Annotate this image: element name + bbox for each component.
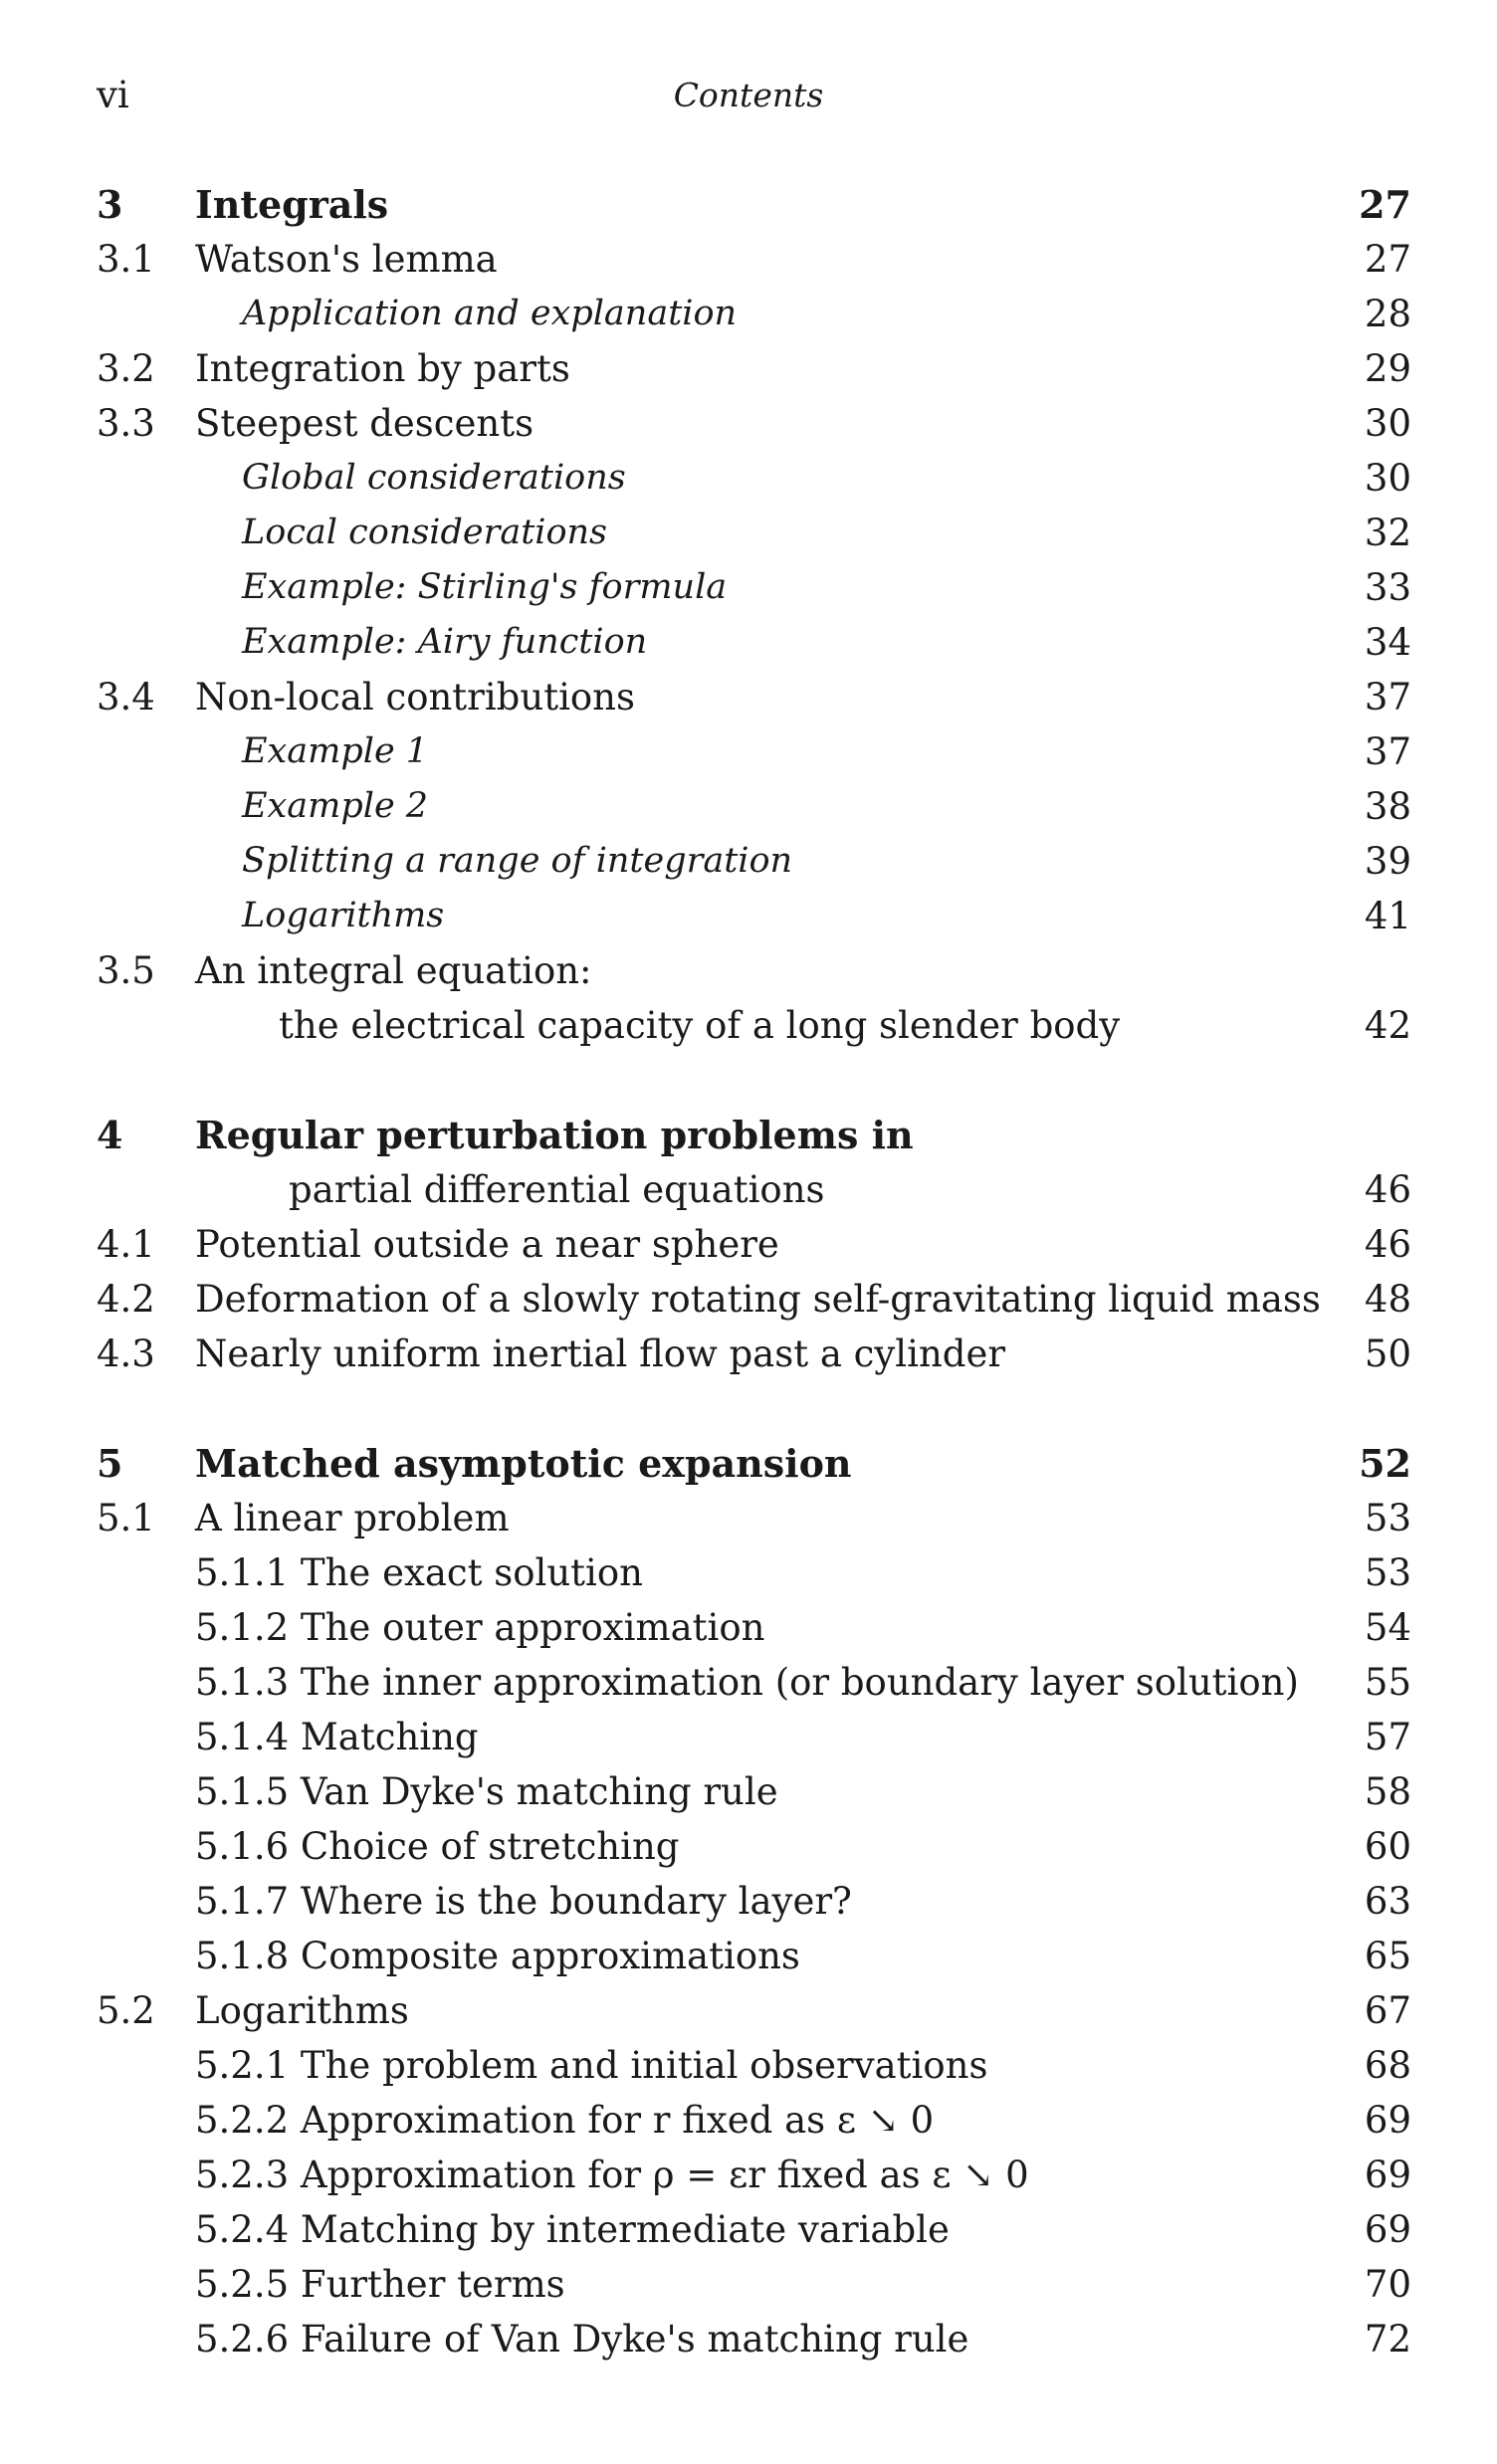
toc-entry-page: 27 (1364, 238, 1411, 281)
toc-entry-page: 54 (1364, 1606, 1411, 1649)
toc-entry[interactable] (0, 287, 1497, 341)
toc-entry-title: Example: Airy function (242, 622, 648, 662)
toc-entry-title: 5.2.4 Matching by intermediate variable (195, 2208, 950, 2251)
toc-entry-page: 37 (1364, 730, 1411, 773)
toc-entry-number: 3 (97, 182, 123, 227)
section-gap (0, 1053, 1497, 1108)
toc-entry-title: Global considerations (242, 458, 626, 498)
toc-entry-page: 48 (1364, 1278, 1411, 1321)
toc-entry-title: 5.1.8 Composite approximations (195, 1935, 800, 1977)
toc-entry[interactable] (0, 2312, 1497, 2366)
toc-entry[interactable] (0, 232, 1497, 287)
toc-chapter-entry[interactable] (0, 1108, 1497, 1162)
toc-entry-page: 39 (1364, 840, 1411, 883)
toc-entry-number: 5.2 (97, 1989, 155, 2032)
toc-entry[interactable] (0, 2038, 1497, 2093)
toc-entry[interactable] (0, 1983, 1497, 2038)
toc-entry-page: 55 (1364, 1661, 1411, 1704)
toc-chapter-entry[interactable] (0, 1436, 1497, 1491)
toc-entry-page: 27 (1359, 182, 1411, 227)
toc-chapter-entry[interactable] (0, 177, 1497, 232)
toc-entry-title: 5.1.1 The exact solution (195, 1551, 643, 1594)
toc-entry[interactable] (0, 2148, 1497, 2202)
toc-entry-page: 28 (1364, 293, 1411, 335)
toc-entry-page: 72 (1364, 2318, 1411, 2361)
toc-entry-page: 70 (1364, 2263, 1411, 2306)
running-head (0, 74, 1497, 123)
toc-entry-title: Example: Stirling's formula (242, 567, 728, 607)
toc-entry-title: 5.1.3 The inner approximation (or boundary layer solution) (195, 1661, 1299, 1704)
toc-entry-title: Example 1 (242, 731, 429, 771)
toc-entry[interactable] (0, 506, 1497, 560)
toc-entry-page: 33 (1364, 566, 1411, 609)
page-number: vi (97, 74, 129, 116)
toc-entry[interactable] (0, 670, 1497, 724)
toc-entry-title: A linear problem (195, 1497, 510, 1540)
toc-entry-title: Watson's lemma (195, 238, 498, 281)
toc-entry[interactable] (0, 2093, 1497, 2148)
toc-entry-title: Splitting a range of integration (242, 841, 793, 881)
toc-entry[interactable] (0, 834, 1497, 889)
toc-entry-number: 3.1 (97, 238, 155, 281)
toc-entry[interactable] (0, 724, 1497, 779)
toc-entry-title: Deformation of a slowly rotating self-gravitating liquid mass (195, 1278, 1321, 1321)
toc-entry-title: Steepest descents (195, 402, 535, 445)
toc-entry-title: Regular perturbation problems in (195, 1113, 914, 1157)
toc-entry-page: 41 (1364, 895, 1411, 937)
toc-entry-title: partial differential equations (289, 1168, 825, 1211)
toc-entry-number: 4 (97, 1113, 123, 1157)
toc-entry-page: 37 (1364, 676, 1411, 719)
toc-entry-page: 63 (1364, 1880, 1411, 1923)
toc-entry-page: 34 (1364, 621, 1411, 664)
toc-entry-page: 52 (1359, 1441, 1411, 1486)
toc-entry-title: Logarithms (242, 896, 445, 935)
toc-entry[interactable] (0, 1710, 1497, 1764)
toc-entry-page: 67 (1364, 1989, 1411, 2032)
toc-entry-number: 4.1 (97, 1223, 155, 1266)
toc-entry[interactable] (0, 779, 1497, 834)
toc-entry-page: 42 (1364, 1004, 1411, 1047)
toc-entry-page: 69 (1364, 2154, 1411, 2196)
toc-entry[interactable] (0, 1929, 1497, 1983)
toc-entry[interactable] (0, 1655, 1497, 1710)
toc-entry[interactable] (0, 1491, 1497, 1545)
toc-entry-page: 68 (1364, 2044, 1411, 2087)
toc-entry-page: 58 (1364, 1770, 1411, 1813)
toc-entry-title: 5.1.4 Matching (195, 1716, 479, 1758)
toc-entry-page: 29 (1364, 347, 1411, 390)
toc-entry-title: 5.2.2 Approximation for r fixed as ε ↘ 0 (195, 2099, 935, 2142)
toc-entry-number: 3.5 (97, 949, 155, 992)
toc-entry-title: 5.1.6 Choice of stretching (195, 1825, 680, 1868)
toc-entry-number: 5 (97, 1441, 123, 1486)
toc-entry-page: 32 (1364, 512, 1411, 554)
toc-entry-page: 46 (1364, 1223, 1411, 1266)
toc-entry-title: An integral equation: (195, 949, 592, 992)
toc-entry[interactable] (0, 396, 1497, 451)
toc-entry-number: 3.3 (97, 402, 155, 445)
toc-entry[interactable] (0, 341, 1497, 396)
toc-entry-title: 5.1.7 Where is the boundary layer? (195, 1880, 852, 1923)
toc-entry[interactable] (0, 615, 1497, 670)
toc-entry-title: 5.2.1 The problem and initial observations (195, 2044, 988, 2087)
running-title: Contents (673, 76, 824, 114)
toc-entry[interactable] (0, 1327, 1497, 1381)
toc-entry-number: 3.4 (97, 676, 155, 719)
toc-entry-number: 4.2 (97, 1278, 155, 1321)
toc-entry-page: 57 (1364, 1716, 1411, 1758)
toc-entry-title: 5.2.6 Failure of Van Dyke's matching rule (195, 2318, 969, 2361)
toc-entry-number: 4.3 (97, 1333, 155, 1375)
toc-entry[interactable] (0, 1272, 1497, 1327)
toc-entry[interactable] (0, 1874, 1497, 1929)
toc-entry[interactable] (0, 1764, 1497, 1819)
toc-entry[interactable] (0, 889, 1497, 943)
toc-entry-title: Non-local contributions (195, 676, 635, 719)
toc-entry-title: Local considerations (242, 513, 608, 552)
toc-entry-page: 38 (1364, 785, 1411, 828)
toc-entry[interactable] (0, 1600, 1497, 1655)
toc-entry[interactable] (0, 998, 1497, 1053)
toc-entry-title: 5.2.3 Approximation for ρ = εr fixed as ε ↘ 0 (195, 2154, 1029, 2196)
toc-entry-title: Matched asymptotic expansion (195, 1441, 852, 1486)
toc-entry-title: Potential outside a near sphere (195, 1223, 779, 1266)
toc-entry-title: 5.1.5 Van Dyke's matching rule (195, 1770, 778, 1813)
toc-entry-page: 30 (1364, 457, 1411, 500)
toc-entry-title: the electrical capacity of a long slender body (279, 1004, 1121, 1047)
toc-entry-title: Integrals (195, 182, 389, 227)
toc-entry-title: 5.2.5 Further terms (195, 2263, 565, 2306)
toc-entry[interactable] (0, 1545, 1497, 1600)
section-gap (0, 1381, 1497, 1436)
toc-entry-page: 50 (1364, 1333, 1411, 1375)
toc-entry[interactable] (0, 943, 1497, 998)
toc-entry-page: 69 (1364, 2208, 1411, 2251)
toc-entry-title: Integration by parts (195, 347, 570, 390)
toc-entry-page: 53 (1364, 1551, 1411, 1594)
toc-entry-page: 65 (1364, 1935, 1411, 1977)
toc-entry[interactable] (0, 2257, 1497, 2312)
toc-entry-title: Nearly uniform inertial flow past a cylinder (195, 1333, 1006, 1375)
toc-entry[interactable] (0, 1819, 1497, 1874)
toc-entry-page: 69 (1364, 2099, 1411, 2142)
toc-entry-page: 53 (1364, 1497, 1411, 1540)
toc-entry-title: 5.1.2 The outer approximation (195, 1606, 765, 1649)
toc-entry[interactable] (0, 560, 1497, 615)
toc-entry-number: 5.1 (97, 1497, 155, 1540)
toc-entry[interactable] (0, 1162, 1497, 1217)
table-of-contents (0, 177, 1497, 2366)
toc-entry-page: 46 (1364, 1168, 1411, 1211)
toc-entry[interactable] (0, 451, 1497, 506)
toc-entry-title: Example 2 (242, 786, 429, 826)
toc-entry-title: Logarithms (195, 1989, 409, 2032)
toc-entry-page: 60 (1364, 1825, 1411, 1868)
toc-entry-page: 30 (1364, 402, 1411, 445)
toc-entry-number: 3.2 (97, 347, 155, 390)
toc-entry[interactable] (0, 2202, 1497, 2257)
toc-entry[interactable] (0, 1217, 1497, 1272)
toc-entry-title: Application and explanation (242, 294, 738, 333)
